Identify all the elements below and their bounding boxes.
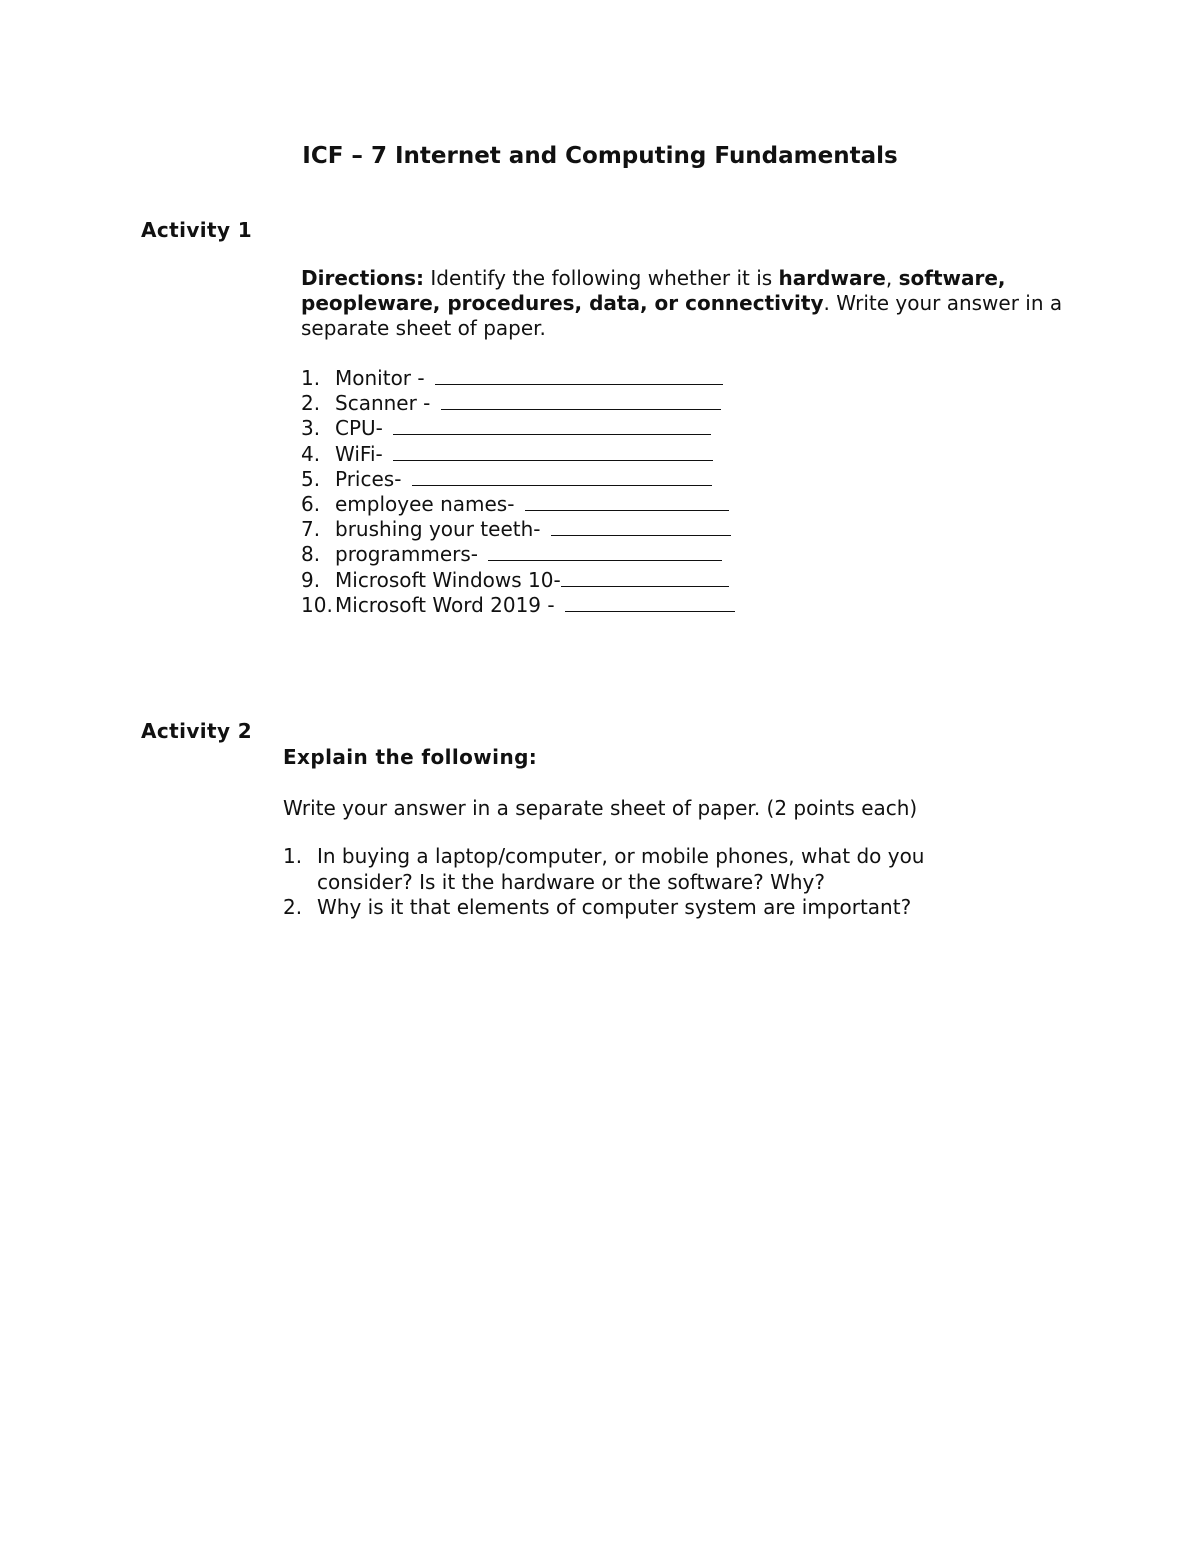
activity-2-heading: Activity 2 — [141, 719, 253, 743]
answer-blank[interactable] — [488, 542, 722, 561]
directions-text-2: , — [885, 266, 899, 290]
list-item — [301, 366, 735, 391]
answer-blank[interactable] — [565, 593, 735, 612]
list-item — [301, 391, 735, 416]
item-label: programmers- — [335, 542, 485, 567]
item-label: Scanner - — [335, 391, 437, 416]
item-number: 10. — [301, 592, 333, 617]
answer-blank[interactable] — [393, 442, 713, 461]
item-label: CPU- — [335, 416, 390, 441]
item-number: 4. — [301, 441, 321, 466]
item-number: 5. — [301, 466, 321, 491]
question-list — [283, 844, 1003, 921]
directions-bold-hardware: hardware — [778, 266, 886, 290]
list-item — [301, 542, 735, 567]
answer-blank[interactable] — [393, 416, 711, 435]
activity-1-heading: Activity 1 — [141, 218, 253, 242]
list-item — [301, 593, 735, 618]
item-label: Microsoft Word 2019 - — [335, 592, 561, 617]
directions-text-1: Identify the following whether it is — [424, 266, 779, 290]
answer-blank[interactable] — [525, 492, 729, 511]
item-number: 7. — [301, 517, 321, 542]
directions-bold-categories: software, peopleware, procedures, data, or connectivity — [301, 266, 1006, 315]
item-label: brushing your teeth- — [335, 517, 547, 542]
question-number: 1. — [283, 844, 303, 868]
item-number: 3. — [301, 416, 321, 441]
question-text: Why is it that elements of computer system are important? — [317, 895, 912, 919]
item-number: 1. — [301, 366, 321, 390]
identification-list — [301, 366, 735, 618]
item-number: 8. — [301, 542, 321, 567]
list-item — [283, 895, 1003, 921]
directions-label: Directions: — [301, 266, 425, 290]
list-item — [301, 442, 735, 467]
question-text: In buying a laptop/computer, or mobile phones, what do you consider? Is it the hardware or the software? Why? — [317, 844, 925, 894]
list-item — [301, 416, 735, 441]
item-number: 6. — [301, 491, 321, 516]
item-number: 9. — [301, 567, 321, 592]
question-number: 2. — [283, 895, 303, 919]
list-item — [283, 844, 1003, 895]
item-label: WiFi- — [335, 441, 390, 466]
item-label: Prices- — [335, 466, 408, 491]
answer-blank[interactable] — [412, 467, 712, 486]
item-label: Microsoft Windows 10- — [335, 567, 561, 592]
item-label: employee names- — [335, 491, 521, 516]
directions-text-3: . Write your answer in a separate sheet of paper. — [301, 291, 1063, 340]
list-item — [301, 467, 735, 492]
answer-blank[interactable] — [561, 568, 729, 587]
list-item — [301, 517, 735, 542]
page-title: ICF – 7 Internet and Computing Fundamentals — [302, 143, 898, 169]
answer-blank[interactable] — [435, 366, 723, 385]
explain-heading: Explain the following: — [283, 745, 538, 769]
activity-1-directions — [301, 266, 1081, 341]
list-item — [301, 492, 735, 517]
answer-blank[interactable] — [441, 391, 721, 410]
activity-2-instruction: Write your answer in a separate sheet of paper. (2 points each) — [283, 796, 918, 820]
list-item — [301, 568, 735, 593]
item-number: 2. — [301, 391, 321, 416]
answer-blank[interactable] — [551, 517, 731, 536]
item-label: Monitor - — [335, 366, 431, 390]
